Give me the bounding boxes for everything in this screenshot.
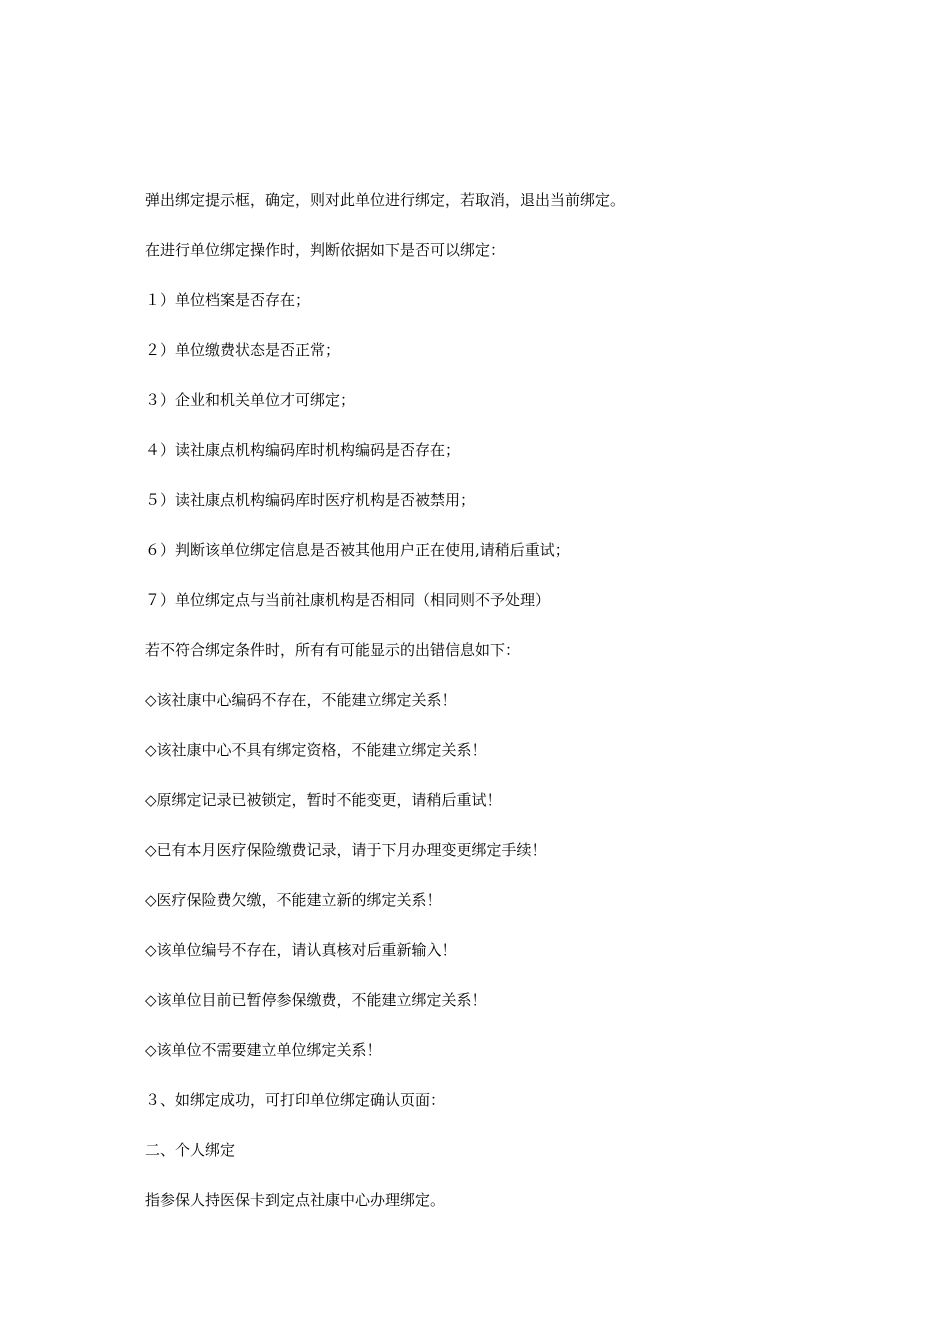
error-item-5: ◇医疗保险费欠缴，不能建立新的绑定关系！ (145, 891, 442, 909)
criteria-item-7: ７）单位绑定点与当前社康机构是否相同（相同则不予处理） (145, 591, 551, 609)
error-item-6: ◇该单位编号不存在，请认真核对后重新输入！ (145, 941, 457, 959)
criteria-item-3: ３）企业和机关单位才可绑定； (145, 391, 356, 409)
criteria-item-1: １）单位档案是否存在； (145, 291, 311, 309)
criteria-item-2: ２）单位缴费状态是否正常； (145, 341, 341, 359)
error-item-3: ◇原绑定记录已被锁定，暂时不能变更，请稍后重试！ (145, 791, 502, 809)
paragraph-binding-prompt: 弹出绑定提示框，确定，则对此单位进行绑定，若取消，退出当前绑定。 (145, 191, 626, 209)
paragraph-error-intro: 若不符合绑定条件时，所有有可能显示的出错信息如下： (145, 641, 521, 659)
document-body (145, 189, 905, 1239)
error-item-8: ◇该单位不需要建立单位绑定关系！ (145, 1041, 382, 1059)
error-item-1: ◇该社康中心编码不存在，不能建立绑定关系！ (145, 691, 457, 709)
section-heading-personal-binding: 二、个人绑定 (145, 1141, 236, 1159)
paragraph-personal-binding: 指参保人持医保卡到定点社康中心办理绑定。 (145, 1191, 446, 1209)
criteria-item-6: ６）判断该单位绑定信息是否被其他用户正在使用,请稍后重试； (145, 541, 570, 559)
error-item-7: ◇该单位目前已暂停参保缴费，不能建立绑定关系！ (145, 991, 487, 1009)
error-item-4: ◇已有本月医疗保险缴费记录，请于下月办理变更绑定手续！ (145, 841, 547, 859)
criteria-item-5: ５）读社康点机构编码库时医疗机构是否被禁用； (145, 491, 476, 509)
paragraph-success-print: ３、如绑定成功，可打印单位绑定确认页面： (145, 1091, 446, 1109)
criteria-item-4: ４）读社康点机构编码库时机构编码是否存在； (145, 441, 461, 459)
paragraph-criteria-intro: 在进行单位绑定操作时，判断依据如下是否可以绑定： (145, 241, 506, 259)
error-item-2: ◇该社康中心不具有绑定资格，不能建立绑定关系！ (145, 741, 487, 759)
